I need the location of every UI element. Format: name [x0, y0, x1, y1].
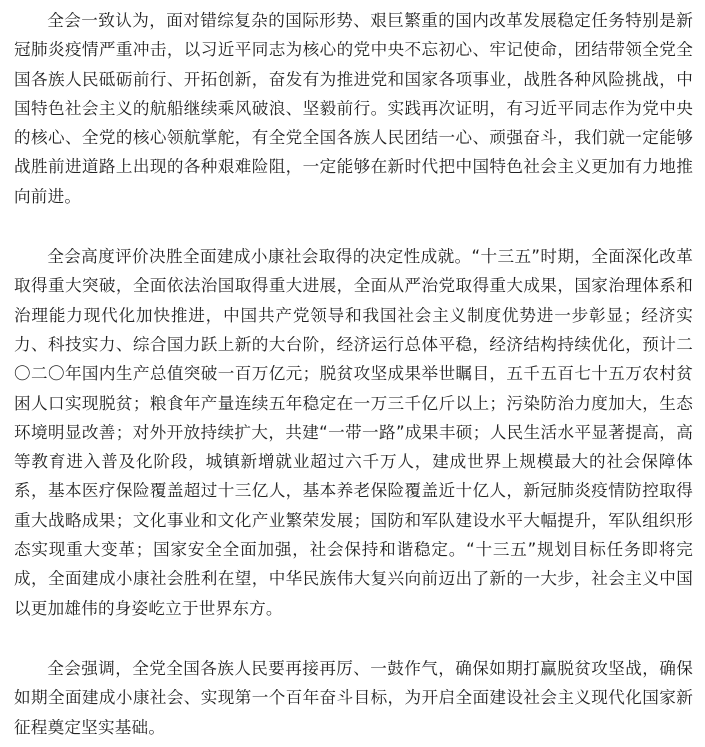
paragraph-achievements: 全会高度评价决胜全面建成小康社会取得的决定性成就。“十三五”时期，全面深化改革取得重大突破，全面依法治国取得重大进展，全面从严治党取得重大成果，国家治理体系和治理能力现代化加快推进，中国共产党领导和我国社会主义制度优势进一步彰显；经济实力、科技实力、综合国力跃上新的大台阶，经济运行总体平稳，经济结构持续优化，预计二〇二〇年国内生产总值突破一百万亿元；脱贫攻坚成果举世瞩目，五千五百七十五万农村贫困人口实现脱贫；粮食年产量连续五年稳定在一万三千亿斤以上；污染防治力度加大，生态环境明显改善；对外开放持续扩大，共建“一带一路”成果丰硕；人民生活水平显著提高，高等教育进入普及化阶段，城镇新增就业超过六千万人，建成世界上规模最大的社会保障体系，基本医疗保险覆盖超过十三亿人，基本养老保险覆盖近十亿人，新冠肺炎疫情防控取得重大战略成果；文化事业和文化产业繁荣发展；国防和军队建设水平大幅提升，军队组织形态实现重大变革；国家安全全面加强，社会保持和谐稳定。“十三五”规划目标任务即将完成，全面建成小康社会胜利在望，中华民族伟大复兴向前迈出了新的一大步，社会主义中国以更加雄伟的身姿屹立于世界东方。 — [14, 247, 693, 618]
paragraph-consensus: 全会一致认为，面对错综复杂的国际形势、艰巨繁重的国内改革发展稳定任务特别是新冠肺炎疫情严重冲击，以习近平同志为核心的党中央不忘初心、牢记使命，团结带领全党全国各族人民砥砺前行、开拓创新，奋发有为推进党和国家各项事业，战胜各种风险挑战，中国特色社会主义的航船继续乘风破浪、坚毅前行。实践再次证明，有习近平同志作为党中央的核心、全党的核心领航掌舵，有全党全国各族人民团结一心、顽强奋斗，我们就一定能够战胜前进道路上出现的各种艰难险阻，一定能够在新时代把中国特色社会主义更加有力地推向前进。 — [14, 11, 693, 206]
paragraph-emphasis: 全会强调，全党全国各族人民要再接再厉、一鼓作气，确保如期打赢脱贫攻坚战，确保如期全面建成小康社会、实现第一个百年奋斗目标，为开启全面建设社会主义现代化国家新征程奠定坚实基础。 — [14, 658, 693, 737]
